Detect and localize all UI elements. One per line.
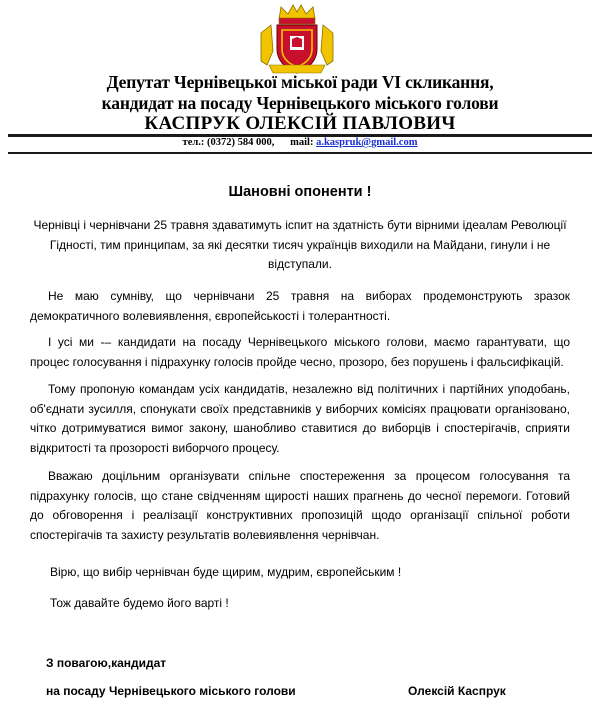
paragraph-2: Не маю сумніву, що чернівчани 25 травня на виборах продемонструють зразок демократичного волевиявлення, європейськості і толерантності. [30,289,570,323]
phone-text: тел.: (0372) 584 000, [182,137,275,148]
paragraph-5: Вважаю доцільним організувати спільне спостереження за процесом голосування та підрахунку голосів, що стане свідченням щирості наших прагнень до чесної перемоги. Готовий до обговорення і реалізації конструктивних пропозицій щодо організації спільної роботи спостерігачів та захисту результатів волевиявлення чернівчан. [30,469,570,542]
letter-greeting: Шановні опоненти ! [228,184,372,200]
header-subtitle-line: кандидат на посаду Чернівецького міського голови [101,93,499,113]
signature-position: на посаду Чернівецького міського голови [46,684,296,698]
candidate-name: КАСПРУК ОЛЕКСІЙ ПАВЛОВИЧ [144,113,456,134]
paragraph-4: Тому пропоную командам усіх кандидатів, незалежно від політичних і партійних уподобань, об'єднати зусилля, спонукати своїх представників у виборчих комісіях працювати організовано, чітко дотримуватися вимог закону, шанобливо ставитися до виборців і спостерігачів, сприяти відкритості та прозорості виборчого процесу. [30,382,570,455]
paragraph-1: Чернівці і чернівчани 25 травня здаватимуть іспит на здатність бути вірними ідеалам Революції Гідності, тим принципам, за які десятки тисяч українців виходили на Майдани, гинули і не відступали. [33,218,567,271]
paragraph-6: Вірю, що вибір чернівчан буде щирим, мудрим, європейським ! [50,565,402,579]
coat-of-arms-icon [257,3,337,77]
paragraph-7: Тож давайте будемо його варті ! [50,596,229,610]
contact-line [0,137,600,148]
header-title-line: Депутат Чернівецької міської ради VI скликання, [106,72,494,92]
signature-closing: З повагою,кандидат [46,656,167,670]
paragraph-3: І усі ми -– кандидати на посаду Чернівецького міського голови, маємо гарантувати, що процес голосування і підрахунку голосів пройде чесно, прозоро, без порушень і фальсифікацій. [30,335,570,369]
signature-name: Олексій Каспрук [408,684,506,698]
mail-label: mail: [290,137,314,148]
header-divider-bottom [8,152,592,154]
email-link[interactable]: a.kaspruk@gmail.com [316,137,418,148]
